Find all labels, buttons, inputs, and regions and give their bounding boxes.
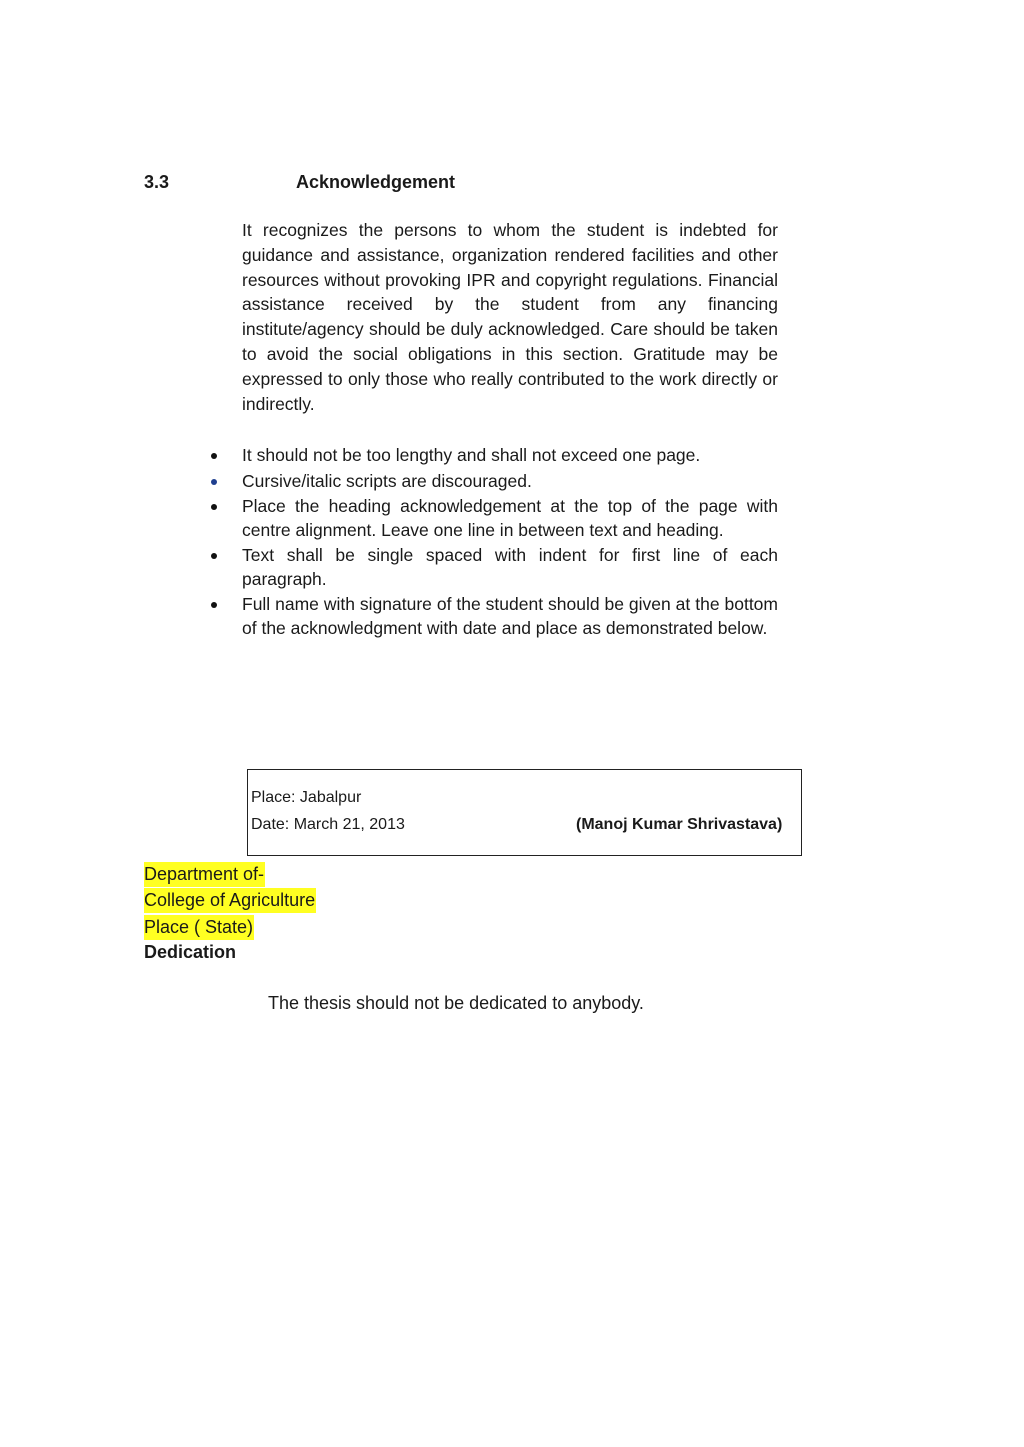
signature-place: Place: Jabalpur [251, 789, 362, 806]
signature-name: (Manoj Kumar Shrivastava) [576, 816, 783, 833]
bullet-dot-icon [211, 453, 217, 459]
guideline-list [205, 444, 778, 642]
signature-box [247, 769, 802, 856]
highlighted-college: College of Agriculture [144, 888, 316, 913]
dedication-text: The thesis should not be dedicated to anybody. [268, 993, 644, 1013]
signature-date: Date: March 21, 2013 [251, 816, 405, 833]
dedication-heading: Dedication [144, 942, 237, 962]
bullet-dot-icon [211, 479, 217, 485]
list-item-text: Cursive/italic scripts are discouraged. [242, 470, 532, 491]
list-item-text: It should not be too lengthy and shall not exceed one page. [242, 445, 701, 465]
list-item [205, 444, 778, 468]
bullet-dot-icon [211, 553, 217, 559]
list-item-text: Place the heading acknowledgement at the top of the page with centre alignment. Leave one line in between text and heading. [242, 496, 778, 540]
section-number: 3.3 [144, 172, 170, 192]
list-item-text: Text shall be single spaced with indent for first line of each paragraph. [242, 545, 778, 589]
list-item [205, 470, 778, 494]
bullet-dot-icon [211, 504, 217, 510]
section-title: Acknowledgement [296, 172, 456, 192]
list-item [205, 544, 778, 591]
acknowledgement-paragraph: It recognizes the persons to whom the student is indebted for guidance and assistance, organization rendered facilities and other resources without provoking IPR and copyright regulations. Financial assistance received by the student from any financing institute/agency should be duly acknowledged. Care should be taken to avoid the social obligations in this section. Gratitude may be expressed to only those who really contributed to the work directly or indirectly. [242, 220, 778, 414]
list-item [205, 495, 778, 542]
list-item [205, 593, 778, 640]
highlighted-department: Department of- [144, 862, 265, 887]
bullet-dot-icon [211, 602, 217, 608]
highlighted-place: Place ( State) [144, 915, 254, 940]
list-item-text: Full name with signature of the student should be given at the bottom of the acknowledgment with date and place as demonstrated below. [242, 594, 778, 638]
